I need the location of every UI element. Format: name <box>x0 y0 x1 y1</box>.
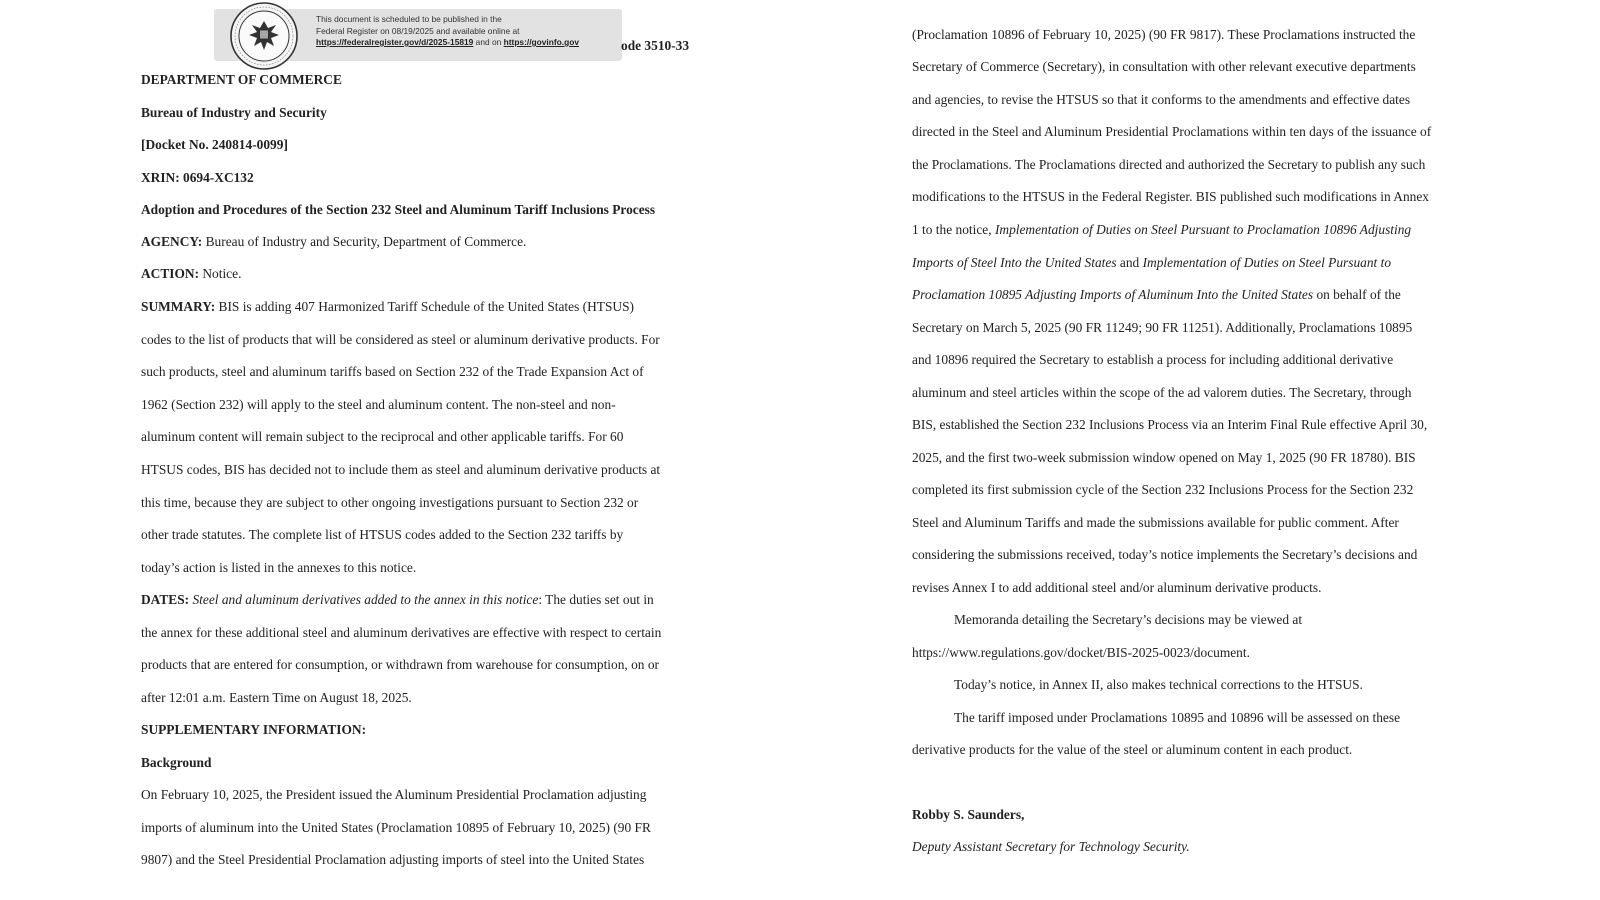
body-line: aluminum and steel articles within the scope of the ad valorem duties. The Secretary, through <box>912 385 1412 400</box>
banner-and-on: and on <box>475 37 502 47</box>
annex-ii-line: Today’s notice, in Annex II, also makes technical corrections to the HTSUS. <box>954 677 1363 692</box>
citation-italic: Imports of Steel Into the United States <box>912 255 1117 270</box>
summary-line: other trade statutes. The complete list of HTSUS codes added to the Section 232 tariffs by <box>141 527 624 542</box>
dates-line: the annex for these additional steel and aluminum derivatives are effective with respect to certain <box>141 625 662 640</box>
body-line: 2025, and the first two-week submission window opened on May 1, 2025 (90 FR 18780). BIS <box>912 450 1416 465</box>
summary-line: such products, steel and aluminum tariffs based on Section 232 of the Trade Expansion Act of <box>141 364 644 379</box>
action-text: Notice. <box>199 266 242 281</box>
dates-line: products that are entered for consumption, or withdrawn from warehouse for consumption, on or <box>141 657 660 672</box>
body-line: modifications to the HTSUS in the Federal Register. BIS published such modifications in Annex <box>912 189 1429 204</box>
summary-line: HTSUS codes, BIS has decided not to include them as steel and aluminum derivative products at <box>141 462 661 477</box>
signer-title: Deputy Assistant Secretary for Technology Security. <box>912 839 1190 854</box>
body-line: BIS, established the Section 232 Inclusions Process via an Interim Final Rule effective April 30, <box>912 417 1428 432</box>
banner-line-3 <box>316 37 579 49</box>
supplementary-heading: SUPPLEMENTARY INFORMATION: <box>141 722 367 737</box>
body-line: directed in the Steel and Aluminum Presidential Proclamations within ten days of the issuance of <box>912 124 1432 139</box>
memoranda-url: https://www.regulations.gov/docket/BIS-2025-0023/document. <box>912 645 1250 660</box>
document-title: Adoption and Procedures of the Section 232 Steel and Aluminum Tariff Inclusions Process <box>141 202 656 217</box>
body-line: Secretary on March 5, 2025 (90 FR 11249; 90 FR 11251). Additionally, Proclamations 10895 <box>912 320 1413 335</box>
body-line: and agencies, to revise the HTSUS so that it conforms to the amendments and effective dates <box>912 92 1411 107</box>
background-line: 9807) and the Steel Presidential Proclamation adjusting imports of steel into the United States <box>141 852 645 867</box>
dates-line-1 <box>141 591 654 609</box>
banner-line-1: This document is scheduled to be published in the <box>316 14 502 24</box>
summary-line: codes to the list of products that will be considered as steel or aluminum derivative products. For <box>141 332 660 347</box>
background-line: On February 10, 2025, the President issued the Aluminum Presidential Proclamation adjusting <box>141 787 647 802</box>
citation-italic: Implementation of Duties on Steel Pursuant to Proclamation 10896 Adjusting <box>994 222 1412 237</box>
body-line-citation-2 <box>912 254 1391 272</box>
body-line-citation-1 <box>912 221 1411 239</box>
body-line: Secretary of Commerce (Secretary), in consultation with other relevant executive departments <box>912 59 1416 74</box>
tariff-line-1: The tariff imposed under Proclamations 10895 and 10896 will be assessed on these <box>954 710 1401 725</box>
summary-line: this time, because they are subject to other ongoing investigations pursuant to Section 232 or <box>141 495 639 510</box>
bureau-heading: Bureau of Industry and Security <box>141 105 327 120</box>
memoranda-line: Memoranda detailing the Secretary’s decisions may be viewed at <box>954 612 1303 627</box>
body-line: revises Annex I to add additional steel and/or aluminum derivative products. <box>912 580 1322 595</box>
dates-label: DATES: <box>141 592 190 607</box>
summary-line: 1962 (Section 232) will apply to the steel and aluminum content. The non-steel and non- <box>141 397 616 412</box>
citation-plain: 1 to the notice, <box>912 222 995 237</box>
banner-line-2: Federal Register on 08/19/2025 and available online at <box>316 25 520 36</box>
dates-first-rest: : The duties set out in <box>538 592 654 607</box>
body-line: Steel and Aluminum Tariffs and made the submissions available for public comment. After <box>912 515 1399 530</box>
commerce-seal-icon <box>229 1 299 71</box>
agency-text: Bureau of Industry and Security, Department of Commerce. <box>202 234 527 249</box>
body-line: the Proclamations. The Proclamations directed and authorized the Secretary to publish any such <box>912 157 1426 172</box>
dates-line: after 12:01 a.m. Eastern Time on August 18, 2025. <box>141 690 412 705</box>
govinfo-link[interactable]: https://govinfo.gov <box>503 37 579 47</box>
department-heading: DEPARTMENT OF COMMERCE <box>141 72 342 87</box>
tariff-line-2: derivative products for the value of the steel or aluminum content in each product. <box>912 742 1353 757</box>
action-line <box>141 265 241 283</box>
citation-plain: on behalf of the <box>1313 287 1401 302</box>
summary-first-text: BIS is adding 407 Harmonized Tariff Schedule of the United States (HTSUS) <box>215 299 634 314</box>
citation-italic: Proclamation 10895 Adjusting Imports of Aluminum Into the United States <box>912 287 1314 302</box>
background-line: imports of aluminum into the United States (Proclamation 10895 of February 10, 2025) (90 FR <box>141 820 651 835</box>
banner-text <box>316 14 579 49</box>
citation-plain: and <box>1116 255 1143 270</box>
xrin-number: XRIN: 0694-XC132 <box>141 170 254 185</box>
dates-italic-text: Steel and aluminum derivatives added to the annex in this notice <box>189 592 539 607</box>
agency-label: AGENCY: <box>141 234 203 249</box>
summary-label: SUMMARY: <box>141 299 216 314</box>
body-line: and 10896 required the Secretary to establish a process for including additional derivative <box>912 352 1394 367</box>
signer-name: Robby S. Saunders, <box>912 807 1025 822</box>
body-line: considering the submissions received, today’s notice implements the Secretary’s decisions and <box>912 547 1418 562</box>
docket-number: [Docket No. 240814-0099] <box>141 137 288 152</box>
body-line: (Proclamation 10896 of February 10, 2025) (90 FR 9817). These Proclamations instructed the <box>912 27 1416 42</box>
billing-code: ode 3510-33 <box>621 38 690 53</box>
summary-line: today’s action is listed in the annexes to this notice. <box>141 560 417 575</box>
body-line: completed its first submission cycle of the Section 232 Inclusions Process for the Section 232 <box>912 482 1414 497</box>
background-heading: Background <box>141 755 212 770</box>
summary-line-1 <box>141 298 634 316</box>
body-line-citation-3 <box>912 286 1401 304</box>
citation-italic: Implementation of Duties on Steel Pursuant to <box>1142 255 1392 270</box>
agency-line <box>141 233 526 251</box>
action-label: ACTION: <box>141 266 200 281</box>
summary-line: aluminum content will remain subject to the reciprocal and other applicable tariffs. For 60 <box>141 429 624 444</box>
right-page <box>800 0 1600 900</box>
federal-register-link[interactable]: https://federalregister.gov/d/2025-15819 <box>316 37 474 47</box>
